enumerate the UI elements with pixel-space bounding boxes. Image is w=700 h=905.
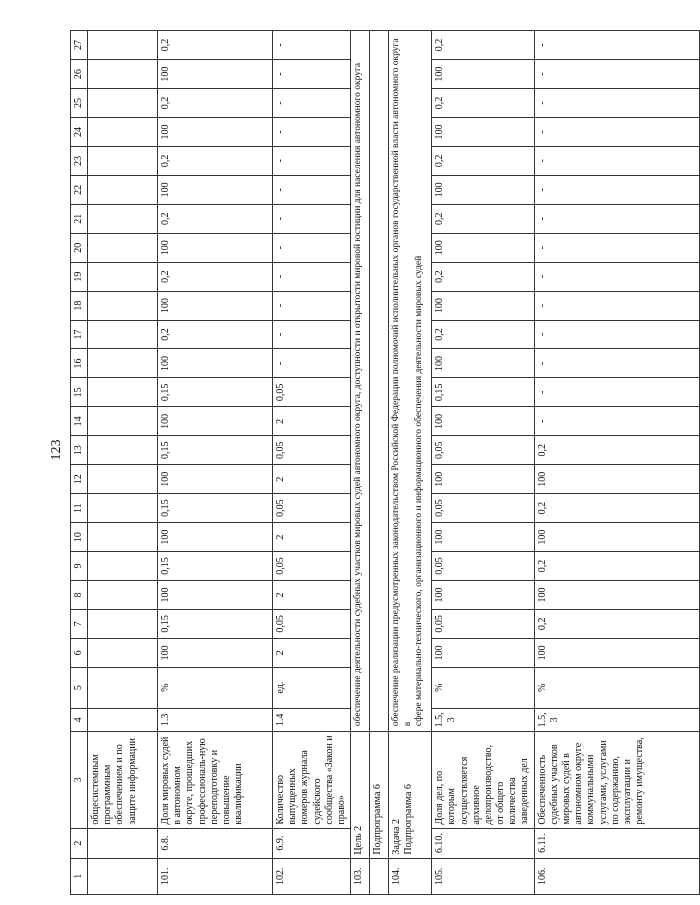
table-cell: - <box>273 204 351 233</box>
indicator-name: Доля мировых судей в автономном округе, прошедших профессиональ-ную переподготовку и повышение квалификации <box>158 732 273 828</box>
table-cell <box>88 233 158 262</box>
table-cell: - <box>534 378 699 407</box>
table-cell: 0,05 <box>273 436 351 465</box>
table-cell: 2 <box>273 580 351 609</box>
table-cell <box>88 204 158 233</box>
table-row-103 <box>351 31 370 895</box>
header-cell: 5 <box>71 667 88 708</box>
table-cell: 0,05 <box>432 436 535 465</box>
header-cell: 27 <box>71 31 88 60</box>
indicator-name: Доля дел, по которым осуществляется архивное делопроизводство, от общего количества заведенных дел <box>432 732 535 828</box>
table-cell: - <box>534 407 699 436</box>
table-cell: 100 <box>158 580 273 609</box>
table-cell: 0,05 <box>273 552 351 581</box>
table-cell: - <box>534 60 699 89</box>
task-text-line-2: сфере материально-технического, организационного и информационного обеспечения деятельности мировых судей <box>414 255 425 727</box>
table-cell: 100 <box>432 349 535 378</box>
task-text <box>389 31 432 732</box>
table-cell: 0,2 <box>432 89 535 118</box>
header-cell: 9 <box>71 552 88 581</box>
table-cell: 0,2 <box>158 262 273 291</box>
table-cell: 2 <box>273 407 351 436</box>
task-label-cell <box>389 732 432 858</box>
task-subprogram-label: Подпрограмма 6 <box>403 784 415 855</box>
header-cell: 19 <box>71 262 88 291</box>
row-number: 103. <box>351 858 370 894</box>
table-row-104 <box>389 31 432 895</box>
table-cell <box>88 638 158 667</box>
header-cell: 24 <box>71 117 88 146</box>
header-cell: 6 <box>71 638 88 667</box>
table-cell: - <box>534 175 699 204</box>
table-cell: - <box>534 204 699 233</box>
table-cell: - <box>534 291 699 320</box>
goal-label: Цель 2 <box>351 732 370 858</box>
subprogram-label: Подпрограмма 6 <box>370 732 389 858</box>
table-cell: 0,2 <box>432 31 535 60</box>
table-cell: 100 <box>432 465 535 494</box>
table-row-continuation <box>88 31 158 895</box>
table-cell: 1.4 <box>273 708 351 732</box>
table-cell: - <box>534 89 699 118</box>
table-row-102 <box>273 31 351 895</box>
table-cell: 100 <box>534 580 699 609</box>
table-cell <box>88 349 158 378</box>
table-row-105 <box>432 31 535 895</box>
table-cell <box>88 146 158 175</box>
header-cell: 8 <box>71 580 88 609</box>
table-cell: 100 <box>432 175 535 204</box>
table-cell: 1.3 <box>158 708 273 732</box>
table-cell: 100 <box>432 638 535 667</box>
table-cell: 2 <box>273 523 351 552</box>
table-cell: 100 <box>158 523 273 552</box>
table-cell: - <box>534 320 699 349</box>
table-cell <box>88 320 158 349</box>
table-cell: 100 <box>432 523 535 552</box>
table-cell <box>88 708 158 732</box>
table-cell: 0,05 <box>273 609 351 638</box>
table-cell: 0,2 <box>158 320 273 349</box>
table-cell <box>88 291 158 320</box>
table-cell: - <box>273 320 351 349</box>
table-cell: 0,15 <box>158 494 273 523</box>
table-cell: 0,15 <box>158 436 273 465</box>
header-cell: 7 <box>71 609 88 638</box>
table-cell: 0,05 <box>273 378 351 407</box>
table-cell: 0,2 <box>158 31 273 60</box>
table-cell: 0,2 <box>534 609 699 638</box>
table-cell: 100 <box>158 60 273 89</box>
table-cell: % <box>158 667 273 708</box>
table-cell: - <box>273 89 351 118</box>
header-cell: 2 <box>71 828 88 858</box>
table-cell: 0,05 <box>432 552 535 581</box>
table-cell: 100 <box>158 349 273 378</box>
table-cell <box>88 580 158 609</box>
header-cell: 14 <box>71 407 88 436</box>
table-cell: 2 <box>273 465 351 494</box>
table-cell: 0,2 <box>158 89 273 118</box>
table-cell: 6.10. <box>432 828 535 858</box>
table-cell: - <box>273 349 351 378</box>
header-cell: 22 <box>71 175 88 204</box>
table-cell: 100 <box>158 233 273 262</box>
table-cell: 0,05 <box>432 609 535 638</box>
table-cell: 0,2 <box>534 436 699 465</box>
empty-cell <box>370 31 389 732</box>
table-cell <box>88 60 158 89</box>
header-cell: 26 <box>71 60 88 89</box>
row-number: 106. <box>534 858 699 894</box>
table-cell: 100 <box>432 580 535 609</box>
table-cell: 0,15 <box>158 378 273 407</box>
table-cell: - <box>273 146 351 175</box>
table-cell <box>88 378 158 407</box>
table-cell: 1.5, 3 <box>432 708 535 732</box>
header-cell: 13 <box>71 436 88 465</box>
table-row-101 <box>158 31 273 895</box>
empty-cell <box>370 858 389 894</box>
header-cell: 11 <box>71 494 88 523</box>
table-cell: 100 <box>432 117 535 146</box>
table-row-106 <box>534 31 699 895</box>
table-cell <box>88 609 158 638</box>
header-cell: 21 <box>71 204 88 233</box>
header-cell: 23 <box>71 146 88 175</box>
table-cell: - <box>273 291 351 320</box>
header-cell: 4 <box>71 708 88 732</box>
table-cell: 6.9. <box>273 828 351 858</box>
table-cell: 100 <box>432 407 535 436</box>
table-cell <box>88 523 158 552</box>
table-cell: 100 <box>158 465 273 494</box>
table-cell: % <box>432 667 535 708</box>
header-cell: 15 <box>71 378 88 407</box>
header-cell: 12 <box>71 465 88 494</box>
document-sheet <box>70 30 646 895</box>
table-cell <box>88 465 158 494</box>
table-cell: 0,2 <box>158 146 273 175</box>
table-cell <box>88 262 158 291</box>
table-cell: 6.11. <box>534 828 699 858</box>
table-cell: 2 <box>273 638 351 667</box>
table-cell: 1.5, 3 <box>534 708 699 732</box>
header-cell: 25 <box>71 89 88 118</box>
table-cell: - <box>534 117 699 146</box>
table-cell: 100 <box>158 117 273 146</box>
table-cell: 0,15 <box>158 609 273 638</box>
indicator-name: общесистемным программным обеспечением и по защите информации <box>88 732 158 828</box>
header-cell: 1 <box>71 858 88 894</box>
table-cell: 100 <box>432 233 535 262</box>
table-cell: 0,15 <box>432 378 535 407</box>
table-cell <box>88 494 158 523</box>
table-cell: 0,05 <box>273 494 351 523</box>
table-cell: 0,2 <box>432 146 535 175</box>
indicators-table <box>70 30 700 895</box>
table-cell <box>88 89 158 118</box>
task-label: Задача 2 <box>391 819 403 855</box>
table-cell: 100 <box>432 291 535 320</box>
table-cell: - <box>534 233 699 262</box>
table-cell <box>88 436 158 465</box>
header-cell: 17 <box>71 320 88 349</box>
table-cell: % <box>534 667 699 708</box>
table-cell: ед. <box>273 667 351 708</box>
table-cell: - <box>273 60 351 89</box>
table-cell <box>88 407 158 436</box>
table-cell: 100 <box>432 60 535 89</box>
table-cell: 100 <box>158 291 273 320</box>
table-cell: 100 <box>534 523 699 552</box>
header-row <box>71 31 88 895</box>
table-cell: 0,2 <box>534 552 699 581</box>
row-number <box>88 858 158 894</box>
table-cell <box>88 552 158 581</box>
table-cell: - <box>273 233 351 262</box>
header-cell: 18 <box>71 291 88 320</box>
table-cell: 100 <box>158 175 273 204</box>
row-number: 101. <box>158 858 273 894</box>
table-cell: 100 <box>534 465 699 494</box>
table-cell: 100 <box>534 638 699 667</box>
table-cell: 0,15 <box>158 552 273 581</box>
table-cell: 0,2 <box>534 494 699 523</box>
table-cell: - <box>534 349 699 378</box>
goal-text: обеспечение деятельности судебных участков мировых судей автономного округа, доступности и открытости мировой юстиции для населения автономного округа <box>351 31 370 732</box>
table-cell: 6.8. <box>158 828 273 858</box>
table-cell: 100 <box>158 407 273 436</box>
row-number: 104. <box>389 858 432 894</box>
table-cell <box>88 828 158 858</box>
table-cell: - <box>534 262 699 291</box>
indicator-name: Обеспеченность судебных участков мировых судей в автономном округе коммунальными услугами, услугами по содержанию, эксплуатации и ремонту имущества, <box>534 732 699 828</box>
table-cell: 100 <box>158 638 273 667</box>
table-cell <box>88 175 158 204</box>
table-cell: 0,2 <box>158 204 273 233</box>
table-cell <box>88 117 158 146</box>
table-cell: - <box>273 175 351 204</box>
indicator-name: Количество выпущенных номеров журнала судейского сообщества «Закон и право» <box>273 732 351 828</box>
table-cell: - <box>273 117 351 146</box>
header-cell: 3 <box>71 732 88 828</box>
page-number: 123 <box>49 439 64 461</box>
header-cell: 10 <box>71 523 88 552</box>
table-row-subprogram <box>370 31 389 895</box>
task-text-line-1: обеспечение реализации предусмотренных законодательством Российской Федерации полномочий исполнительных органов государственной власти автономного округа в <box>391 38 413 727</box>
table-cell: - <box>534 146 699 175</box>
table-cell: 0,05 <box>432 494 535 523</box>
header-cell: 16 <box>71 349 88 378</box>
table-cell: 0,2 <box>432 204 535 233</box>
header-cell: 20 <box>71 233 88 262</box>
table-cell <box>88 31 158 60</box>
table-cell: - <box>273 31 351 60</box>
table-cell: - <box>534 31 699 60</box>
table-cell: - <box>273 262 351 291</box>
row-number: 102. <box>273 858 351 894</box>
table-cell: 0,2 <box>432 262 535 291</box>
table-cell <box>88 667 158 708</box>
row-number: 105. <box>432 858 535 894</box>
table-cell: 0,2 <box>432 320 535 349</box>
